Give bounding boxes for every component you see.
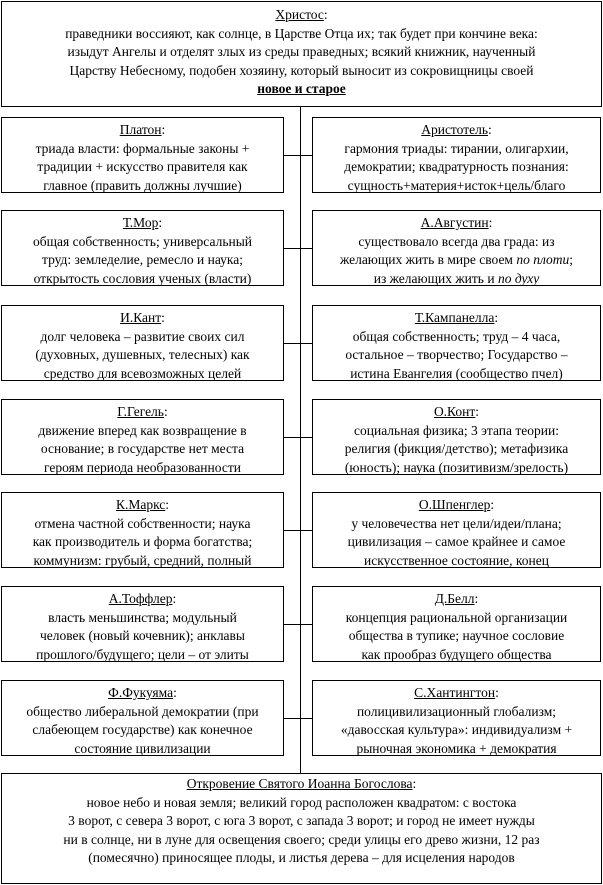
right-box-6-line-2: общества в тупике; научное сословие [348, 628, 565, 643]
bottom-line-2: 3 ворот, с севера 3 ворот, с юга 3 ворот, с запада 3 ворот; и город не имеет нужды [68, 813, 535, 828]
right-box-5-line-1: у человечества нет цели/идеи/плана; [351, 515, 562, 531]
right-box-4-name: О.Конт [433, 404, 476, 419]
left-box-6-line-2: человек (новый кочевник); анклавы [39, 628, 245, 643]
right-connector-7 [300, 718, 312, 719]
right-box-1: Аристотель: гармония триады: тирании, олигархии, демократии; квадратурность познания: сущность+материя+исток+цель/благо [312, 117, 601, 193]
left-connector-1 [284, 155, 301, 156]
left-box-5-line-1: отмена частной собственности; наука [34, 515, 251, 531]
right-box-1-name: Аристотель [421, 122, 489, 137]
right-connector-6 [300, 624, 312, 625]
left-connector-6 [284, 624, 301, 625]
left-box-3-line-2: (духовных, душевных, телесных) как [35, 347, 250, 362]
left-box-5-name: К.Маркс [115, 497, 166, 512]
left-box-7-line-3: состояние цивилизации [74, 740, 211, 756]
left-connector-4 [284, 437, 301, 438]
left-box-6-line-1: власть меньшинства; модульный [48, 609, 237, 625]
left-box-4-line-2: основание; в государстве нет места [40, 441, 245, 456]
right-box-2-italic-1: по плоти [516, 252, 570, 267]
right-connector-2 [300, 248, 312, 249]
right-box-1-line-3: сущность+материя+исток+цель/благо [347, 177, 566, 193]
central-trunk-line [300, 106, 301, 773]
left-box-1-line-2: традиции + искусство правителя как [37, 159, 248, 174]
left-box-6-line-3: прошлого/будущего; цели – от элиты [36, 646, 249, 662]
left-box-2-line-1: общая собственность; универсальный [32, 233, 252, 249]
right-box-4-line-2: религия (фикция/детство); метафизика [344, 441, 569, 456]
right-box-2-line-2: желающих жить в мире своем по плоти; [339, 252, 574, 267]
left-box-5-line-3: коммунизм: грубый, средний, полный [33, 552, 252, 568]
right-box-6-line-3: как прообраз будущего общества [361, 646, 552, 662]
right-box-7-name: С.Хантингтон [414, 685, 496, 700]
right-box-4-line-3: (юность); наука (позитивизм/зрелость) [344, 459, 569, 475]
right-box-3-line-2: остальное – творчество; Государство – [345, 347, 568, 362]
right-box-5-line-2: цивилизация – самое крайнее и самое [347, 534, 566, 549]
top-line-1: праведники воссияют, как солнце, в Царстве Отца их; так будет при кончине века: [65, 25, 538, 41]
right-box-2-line-1: существовало всегда два града: из [358, 233, 555, 249]
right-box-7-line-2: «давосская культура»: индивидуализм + [340, 722, 573, 737]
right-box-6: Д.Белл: концепция рациональной организации общества в тупике; научное сословие как прообраз будущего общества [312, 586, 601, 662]
right-box-5: О.Шпенглер: у человечества нет цели/идеи/плана; цивилизация – самое крайнее и самое искусственное состояние, конец [312, 492, 601, 568]
left-box-2-line-3: открытость сословия ученых (власти) [33, 270, 252, 286]
right-box-4-line-1: социальная физика; 3 этапа теории: [354, 422, 559, 438]
left-connector-7 [284, 718, 301, 719]
right-box-2-italic-2: по духу [497, 270, 540, 286]
left-connector-3 [284, 343, 301, 344]
bottom-line-4: (помесячно) приносящее плоды, и листья дерева – для исцеления народов [88, 850, 515, 865]
left-box-2-line-2: труд: земледелие, ремесло и наука; [42, 252, 243, 267]
right-connector-3 [300, 343, 312, 344]
bottom-box-revelation: Откровение Святого Иоанна Богослова: новое небо и новая земля; великий город расположен квадратом: с востока 3 ворот, с севера 3 ворот, с юга 3 ворот, с запада 3 ворот; и город не имеет нужды ни в солнце, ни в луне для освещения своего; среди улицы его древо жизни, 12 раз (помесячно) приносящее плоды, и листья дерева – для исцеления народов [1, 773, 602, 884]
top-line-2: изыдут Ангелы и отделят злых из среды праведных; всякий книжник, наученный [67, 44, 536, 59]
left-box-5: К.Маркс: отмена частной собственности; наука как производитель и форма богатства; коммунизм: грубый, средний, полный [1, 492, 284, 568]
right-box-3-line-3: истина Евангелия (сообщество пчел) [350, 365, 563, 381]
right-box-5-name: О.Шпенглер [418, 497, 491, 512]
top-emphasis: новое и старое [257, 81, 346, 96]
right-box-6-name: Д.Белл [434, 591, 475, 606]
right-box-3: Т.Кампанелла: общая собственность; труд – 4 часа, остальное – творчество; Государство – истина Евангелия (сообщество пчел) [312, 305, 601, 381]
left-box-3-line-3: средство для всевозможных целей [43, 365, 242, 381]
left-box-4-name: Г.Гегель [117, 404, 164, 419]
right-box-4: О.Конт: социальная физика; 3 этапа теории: религия (фикция/детство); метафизика (юность); наука (позитивизм/зрелость) [312, 399, 601, 475]
top-line-3: Царству Небесному, подобен хозяину, который выносит из сокровищницы своей [69, 62, 534, 78]
right-box-2: А.Августин: существовало всегда два града: из желающих жить в мире своем по плоти; из желающих жить и по духу [312, 210, 601, 286]
right-box-7: С.Хантингтон: полицивилизационный глобализм; «давосская культура»: индивидуализм + рыночная экономика + демократия [312, 680, 601, 756]
right-box-7-line-1: полицивилизационный глобализм; [356, 703, 557, 719]
bottom-name: Откровение Святого Иоанна Богослова [186, 776, 413, 791]
left-box-3: И.Кант: долг человека – развитие своих сил (духовных, душевных, телесных) как средство для всевозможных целей [1, 305, 284, 381]
right-box-1-line-2: демократии; квадратурность познания: [344, 159, 569, 174]
left-box-7-name: Ф.Фукуяма [108, 685, 174, 700]
right-connector-4 [300, 437, 312, 438]
right-box-1-line-1: гармония триады: тирании, олигархии, [344, 140, 569, 156]
left-connector-2 [284, 248, 301, 249]
left-box-1-name: Платон [119, 122, 162, 137]
left-box-5-line-2: как производитель и форма богатства; [32, 534, 253, 549]
left-box-4-line-3: героям периода необразованности [44, 459, 241, 475]
left-box-4: Г.Гегель: движение вперед как возвращение в основание; в государстве нет места героям периода необразованности [1, 399, 284, 475]
left-box-3-name: И.Кант [120, 310, 162, 325]
right-box-3-line-1: общая собственность; труд – 4 часа, [352, 328, 561, 344]
right-box-3-name: Т.Кампанелла [414, 310, 495, 325]
left-connector-5 [284, 530, 301, 531]
top-box-christ: Христос: праведники воссияют, как солнце, в Царстве Отца их; так будет при кончине века: изыдут Ангелы и отделят злых из среды праведных; всякий книжник, наученный Царству Небесному, подобен хозяину, который выносит из сокровищницы своей новое и старое [1, 1, 602, 107]
bottom-line-3: ни в солнце, ни в луне для освещения своего; среди улицы его древо жизни, 12 раз [63, 831, 540, 847]
left-box-1-line-1: триада власти: формальные законы + [35, 140, 250, 156]
bottom-line-1: новое небо и новая земля; великий город расположен квадратом: с востока [86, 794, 517, 810]
right-connector-1 [300, 155, 312, 156]
left-box-2-name: Т.Мор [122, 215, 159, 230]
left-box-7-line-2: слабеющем государстве) как конечное [32, 722, 253, 737]
right-box-2-name: А.Августин [420, 215, 489, 230]
left-box-4-line-1: движение вперед как возвращение в [38, 422, 247, 438]
left-box-1-line-3: главное (править должны лучшие) [43, 177, 242, 193]
right-connector-5 [300, 530, 312, 531]
left-box-7-line-1: общество либеральной демократии (при [26, 703, 259, 719]
right-box-2-line-3: из желающих жить и по духу [373, 270, 540, 286]
left-box-7: Ф.Фукуяма: общество либеральной демократии (при слабеющем государстве) как конечное состояние цивилизации [1, 680, 284, 756]
left-box-2: Т.Мор: общая собственность; универсальный труд: земледелие, ремесло и наука; открытость сословия ученых (власти) [1, 210, 284, 286]
right-box-5-line-3: искусственное состояние, конец [364, 552, 549, 568]
left-box-1: Платон: триада власти: формальные законы + традиции + искусство правителя как главное (править должны лучшие) [1, 117, 284, 193]
left-box-6: А.Тоффлер: власть меньшинства; модульный человек (новый кочевник); анклавы прошлого/будущего; цели – от элиты [1, 586, 284, 662]
left-box-6-name: А.Тоффлер [108, 591, 173, 606]
top-name: Христос [275, 7, 324, 22]
right-box-7-line-3: рыночная экономика + демократия [356, 740, 557, 756]
right-box-6-line-1: концепция рациональной организации [345, 609, 568, 625]
left-box-3-line-1: долг человека – развитие своих сил [40, 328, 245, 344]
